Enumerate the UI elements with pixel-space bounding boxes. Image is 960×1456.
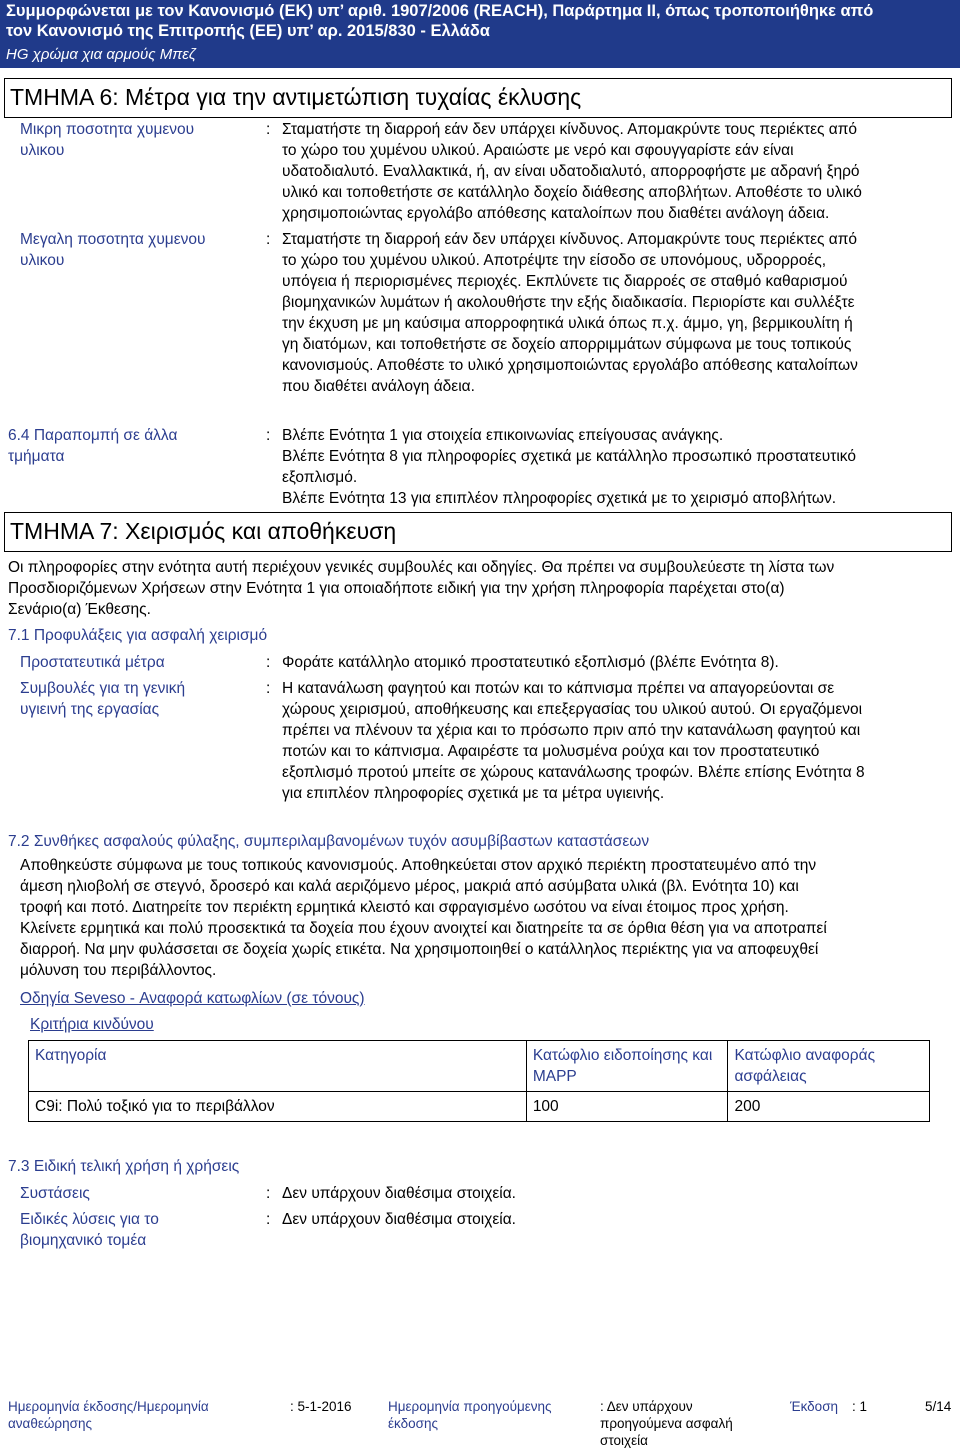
small-spill-label (20, 119, 260, 161)
subsection-7-3-title: 7.3 Ειδική τελική χρήση ή χρήσεις (8, 1158, 240, 1175)
table-header-row (29, 1041, 930, 1092)
text-line: το χώρο του χυμένου υλικού. Αραιώστε με νερό και σφουγγαρίστε εάν είναι (282, 142, 794, 159)
references-label-line: 6.4 Παραπομπή σε άλλα (8, 427, 178, 444)
header-category: Κατηγορία (29, 1041, 527, 1092)
small-spill-text (282, 119, 952, 224)
large-spill-label-line: Μεγαλη ποσοτητα χυμενου (20, 231, 206, 248)
cell-category: C9i: Πολύ τοξικό για το περιβάλλον (29, 1092, 527, 1122)
text-line: τροφή και ποτό. Διατηρείτε τον περιέκτη ερμητικά κλειστό και σφραγισμένο ωσότου να είναι έτοιμος προς χρήση. (20, 899, 789, 916)
seveso-table (28, 1040, 930, 1122)
table-row (29, 1092, 930, 1122)
recommendations-text: Δεν υπάρχουν διαθέσιμα στοιχεία. (282, 1185, 516, 1202)
regulation-line-1: Συμμορφώνεται με τον Κανονισμό (ΕΚ) υπ’ αριθ. 1907/2006 (REACH), Παράρτημα II, όπως τροποποιήθηκε από (6, 2, 874, 20)
section6-title: ΤΜΗΜΑ 6: Μέτρα για την αντιμετώπιση τυχαίας έκλυσης (10, 84, 582, 110)
text-line: Βλέπε Ενότητα 13 για επιπλέον πληροφορίες σχετικά με το χειρισμό αποβλήτων. (282, 490, 837, 507)
text-line: που διαθέτει ανάλογη άδεια. (282, 378, 475, 395)
section7-intro (8, 557, 953, 620)
seveso-title: Οδηγία Seveso - Αναφορά κατωφλίων (σε τόνους) (20, 990, 365, 1007)
footer-label-line: Ημερομηνία έκδοσης/Ημερομηνία (8, 1399, 209, 1414)
recommendations-label: Συστάσεις (20, 1185, 90, 1202)
hazard-criteria-title: Κριτήρια κινδύνου (30, 1016, 154, 1033)
section-references-text (282, 425, 952, 509)
large-spill-text (282, 229, 952, 397)
hygiene-text (282, 678, 952, 804)
footer-value-line: : Δεν υπάρχουν (600, 1399, 693, 1414)
text-line: ποτών και το κάπνισμα. Αφαιρέστε τα μολυσμένα ρούχα και τον προστατευτικό (282, 743, 820, 760)
text-line: χρησιμοποιώντας εργολάβο απόθεσης καταλοίπων που διαθέτει ανάλογη άδεια. (282, 205, 830, 222)
footer-label-line: Ημερομηνία προηγούμενης (388, 1399, 552, 1414)
hygiene-label-line: Συμβουλές για τη γενική (20, 680, 186, 697)
colon: : (266, 1185, 271, 1202)
text-line: Σενάριο(α) Έκθεσης. (8, 601, 151, 618)
subsection-7-1-title: 7.1 Προφυλάξεις για ασφαλή χειρισμό (8, 627, 268, 644)
text-line: για επιπλέον πληροφορίες σχετικά με τα μέτρα υγιεινής. (282, 785, 665, 802)
text-line: διαρροή. Να μην φυλάσσεται σε δοχεία χωρίς ετικέτα. Να χρησιμοποιηθεί ο κατάλληλος περιέκτης για να αποφευχθεί (20, 941, 819, 958)
text-line: Βλέπε Ενότητα 8 για πληροφορίες σχετικά με κατάλληλο προσωπικό προστατευτικό (282, 448, 856, 465)
footer-previous-issue-label (388, 1398, 588, 1432)
cell-safety-threshold: 200 (728, 1092, 930, 1122)
text-line: Αποθηκεύστε σύμφωνα με τους τοπικούς κανονισμούς. Αποθηκεύεται στον αρχικό περιέκτη προστατευμένο από την (20, 857, 817, 874)
text-line: άμεση ηλιοβολή σε στεγνό, δροσερό και καλά αεριζόμενο μέρος, μακριά από ασύμβατα υλικά (βλ. Ενότητα 10) και (20, 878, 799, 895)
colon: : (266, 1211, 271, 1228)
hygiene-label (20, 678, 260, 720)
footer-value-line: προηγούμενα ασφαλή (600, 1416, 733, 1431)
section7-title: ΤΜΗΜΑ 7: Χειρισμός και αποθήκευση (10, 518, 397, 544)
header-notification-threshold: Κατώφλιο ειδοποίησης και MAPP (526, 1041, 728, 1092)
footer-issue-date-label (8, 1398, 258, 1432)
product-name: HG χρώμα χια αρμούς Μπεζ (6, 46, 196, 63)
text-line: Σταματήστε τη διαρροή εάν δεν υπάρχει κίνδυνος. Απομακρύντε τους περιέκτες από (282, 121, 858, 138)
cell-notification-threshold: 100 (526, 1092, 728, 1122)
footer-version-label: Έκδοση (790, 1399, 839, 1414)
text-line: γη διατόμων, και τοποθετήστε σε δοχείο απορριμμάτων σύμφωνα με τους τοπικούς (282, 336, 852, 353)
text-line: υλικό και τοποθετήστε σε κατάλληλο δοχείο διάθεσης αποβλήτων. Αποθέστε το υλικό (282, 184, 862, 201)
text-line: Βλέπε Ενότητα 1 για στοιχεία επικοινωνίας επείγουσας ανάγκης. (282, 427, 724, 444)
text-line: εξοπλισμό προτού μπείτε σε χώρους κατανάλωσης τροφών. Βλέπε επίσης Ενότητα 8 (282, 764, 865, 781)
text-line: χώρους χειρισμού, αποθήκευσης και επεξεργασίας του υλικού αυτού. Οι εργαζόμενοι (282, 701, 863, 718)
small-spill-label-line: υλικου (20, 142, 65, 159)
text-line: υπόγεια ή περιορισμένες περιοχές. Εκπλύνετε τις διαρροές σε σταθμό καθαρισμού (282, 273, 848, 290)
text-line: Κλείνετε ερμητικά και πολύ προσεκτικά τα δοχεία που έχουν ανοιχτεί και διατηρείτε τα σε όρθια θέση για να αποτραπεί (20, 920, 827, 937)
product-bar (0, 44, 960, 68)
text-line: υδατοδιαλυτό. Εναλλακτικά, ή, αν είναι υδατοδιαλυτό, απορροφήστε με αδρανή ξηρό (282, 163, 860, 180)
colon: : (266, 654, 271, 671)
references-label-line: τμήματα (8, 448, 65, 465)
footer-version-value: : 1 (852, 1399, 868, 1414)
protective-measures-text: Φοράτε κατάλληλο ατομικό προστατευτικό εξοπλισμό (βλέπε Ενότητα 8). (282, 654, 779, 671)
industrial-label-line: Ειδικές λύσεις για το (20, 1211, 159, 1228)
footer-label-line: έκδοσης (388, 1416, 438, 1431)
text-line: πρέπει να πλένουν τα χέρια και το πρόσωπο πριν από την κατανάλωση φαγητού και (282, 722, 861, 739)
protective-measures-label: Προστατευτικά μέτρα (20, 654, 165, 671)
text-line: εξοπλισμό. (282, 469, 358, 486)
header-safety-threshold: Κατώφλιο αναφοράς ασφάλειας (728, 1041, 930, 1092)
colon: : (266, 427, 271, 444)
colon: : (266, 121, 271, 138)
colon: : (266, 231, 271, 248)
text-line: κανονισμούς. Αποθέστε το υλικό χρησιμοποιώντας εργολάβο απόθεσης καταλοίπων (282, 357, 858, 374)
footer-issue-date-value: : 5-1-2016 (290, 1399, 352, 1414)
storage-text (20, 855, 955, 981)
footer-value-line: στοιχεία (600, 1433, 648, 1448)
footer-page-number: 5/14 (925, 1399, 952, 1414)
text-line: Η κατανάλωση φαγητού και ποτών και το κάπνισμα πρέπει να απαγορεύονται σε (282, 680, 835, 697)
text-line: βιομηχανικών λυμάτων ή ακολουθήστε την εξής διαδικασία. Περιορίστε και συλλέξτε (282, 294, 855, 311)
industrial-solutions-text: Δεν υπάρχουν διαθέσιμα στοιχεία. (282, 1211, 516, 1228)
colon: : (266, 680, 271, 697)
large-spill-label (20, 229, 260, 271)
industrial-solutions-label (20, 1209, 260, 1251)
footer-label-line: αναθεώρησης (8, 1416, 92, 1431)
text-line: την έκχυση με μη καύσιμα απορροφητικά υλικά όπως π.χ. άμμο, γη, βερμικουλίτη ή (282, 315, 853, 332)
large-spill-label-line: υλικου (20, 252, 65, 269)
text-line: μόλυνση του περιβάλλοντος. (20, 962, 217, 979)
subsection-7-2-title: 7.2 Συνθήκες ασφαλούς φύλαξης, συμπεριλαμβανομένων τυχόν ασυμβίβαστων καταστάσεων (8, 833, 650, 850)
hygiene-label-line: υγιεινή της εργασίας (20, 701, 160, 718)
footer-previous-issue-value (600, 1398, 770, 1449)
text-line: Οι πληροφορίες στην ενότητα αυτή περιέχουν γενικές συμβουλές και οδηγίες. Θα πρέπει να συμβουλεύεστε τη λίστα των (8, 559, 835, 576)
text-line: Σταματήστε τη διαρροή εάν δεν υπάρχει κίνδυνος. Απομακρύντε τους περιέκτες από (282, 231, 858, 248)
industrial-label-line: βιομηχανικό τομέα (20, 1232, 147, 1249)
section-references-label (8, 425, 258, 467)
text-line: το χώρο του χυμένου υλικού. Αποτρέψτε την είσοδο σε υπονόμους, υδρορροές, (282, 252, 827, 269)
regulation-line-2: τον Κανονισμό της Επιτροπής (ΕΕ) υπ’ αρ. 2015/830 - Ελλάδα (6, 22, 490, 40)
small-spill-label-line: Μικρη ποσοτητα χυμενου (20, 121, 195, 138)
text-line: Προσδιοριζόμενων Χρήσεων στην Ενότητα 1 για οποιαδήποτε ειδική για την χρήση πληροφορία παρέχεται στο(α) (8, 580, 785, 597)
